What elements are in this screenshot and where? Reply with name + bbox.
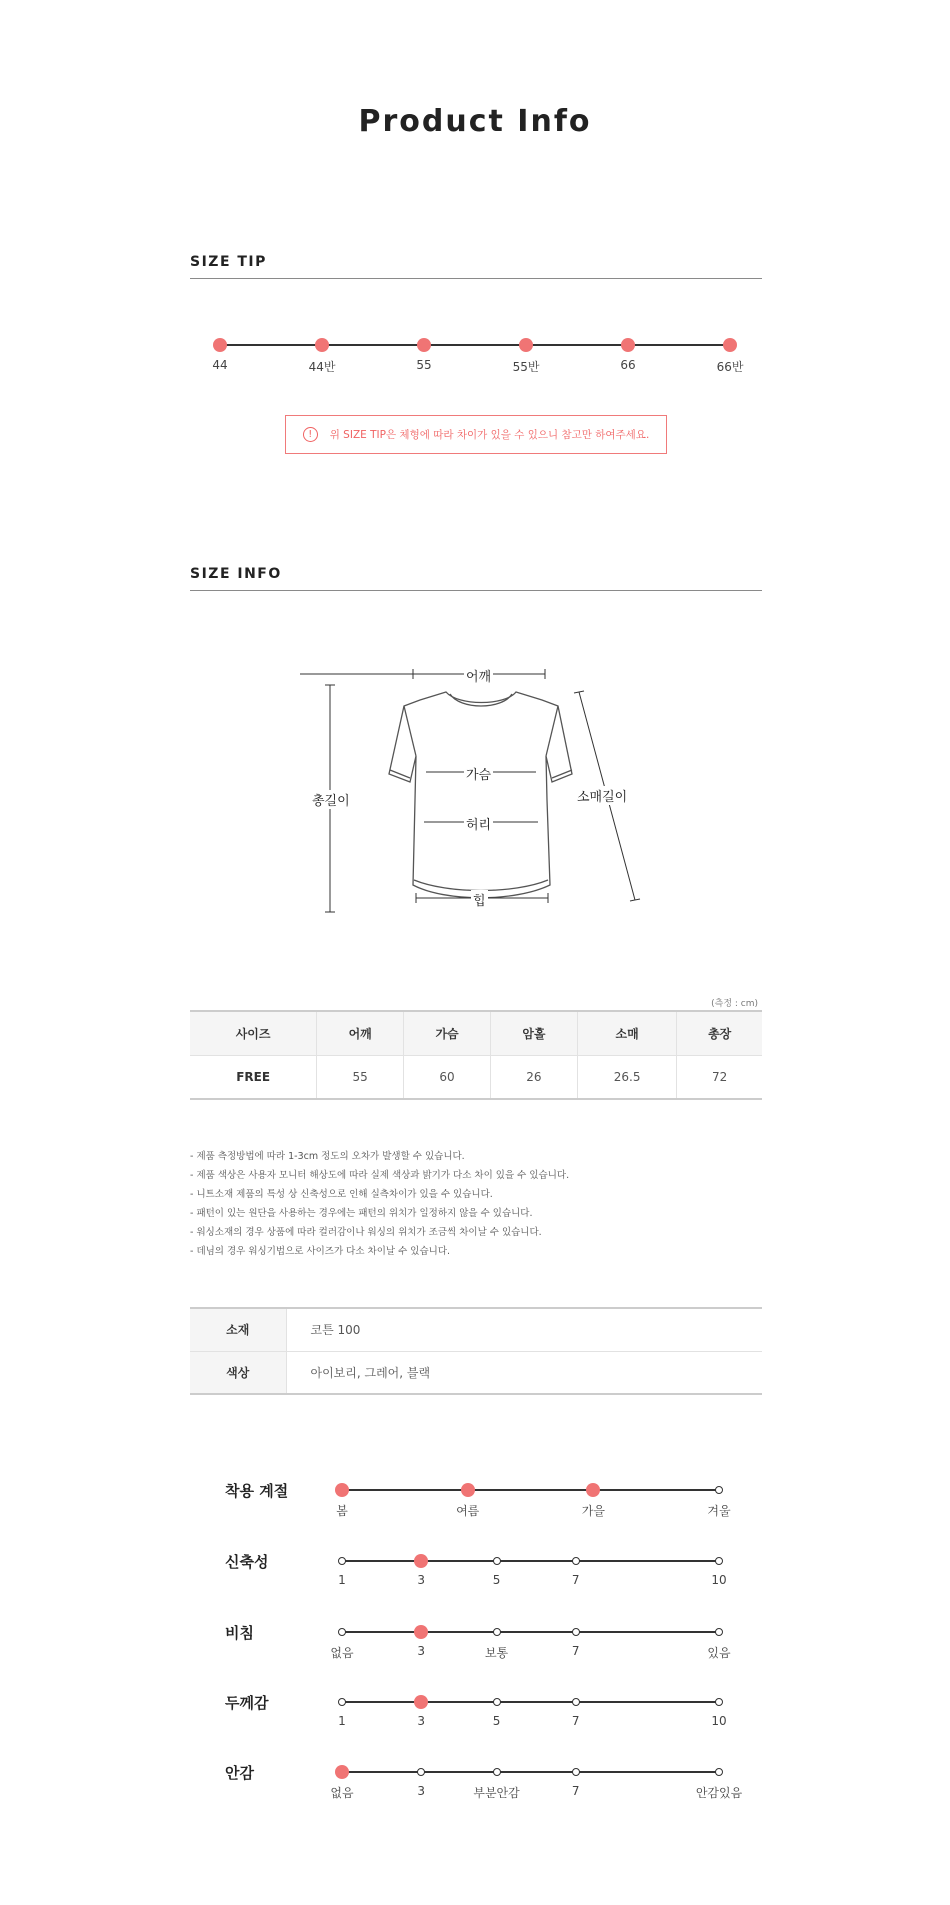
attribute-dot: [715, 1557, 723, 1565]
color-label: 색상: [190, 1351, 286, 1394]
table-cell: FREE: [190, 1055, 317, 1099]
diagram-label-waist: 허리: [464, 814, 493, 833]
attribute-label: 7: [571, 1784, 580, 1798]
attribute-title: 두께감: [225, 1694, 269, 1712]
size-table-header: 가슴: [404, 1011, 491, 1055]
attribute-dot: [417, 1768, 425, 1776]
table-cell: 72: [712, 1069, 728, 1084]
attribute-scale-line: [342, 1771, 719, 1773]
attribute-dot-selected: [335, 1765, 349, 1779]
note-item: - 패턴이 있는 원단을 사용하는 경우에는 패턴의 위치가 일정하지 않을 수 있습니다.: [190, 1208, 533, 1219]
attribute-dot: [493, 1698, 501, 1706]
size-notes: [190, 1147, 762, 1261]
attribute-dot: [572, 1768, 580, 1776]
attribute-label: 1: [338, 1573, 346, 1587]
size-table-header: 소매: [577, 1011, 677, 1055]
attribute-label: 3: [417, 1644, 425, 1658]
attribute-title: 안감: [225, 1764, 254, 1782]
attribute-label: 없음: [330, 1786, 354, 1800]
material-table: [190, 1307, 762, 1395]
size-tip-label: 55: [416, 358, 432, 372]
size-tip-dot: [723, 338, 737, 352]
note-item: - 데님의 경우 워싱기법으로 사이즈가 다소 차이날 수 있습니다.: [190, 1246, 451, 1257]
table-cell: 26.5: [577, 1055, 677, 1099]
attribute-title: 비침: [225, 1624, 254, 1642]
attribute-label: 겨울: [707, 1504, 731, 1518]
attribute-dot-selected: [335, 1483, 349, 1497]
size-tip-label: 66반: [716, 360, 744, 374]
note-item: - 니트소재 제품의 특성 상 신축성으로 인해 실측차이가 있을 수 있습니다.: [190, 1189, 493, 1200]
attribute-label: 있음: [707, 1646, 731, 1660]
attribute-dot: [715, 1628, 723, 1636]
material-label: 소재: [190, 1308, 286, 1351]
attribute-label: 10: [711, 1714, 727, 1728]
table-row: [190, 1308, 762, 1351]
unit-note: (측정 : cm): [711, 999, 758, 1009]
page-title: Product Info: [358, 104, 592, 139]
attribute-label: 가을: [581, 1504, 605, 1518]
attribute-title: 신축성: [225, 1553, 269, 1571]
material-value: 코튼 100: [286, 1308, 762, 1351]
attribute-label: 3: [417, 1784, 425, 1798]
attribute-dot: [338, 1698, 346, 1706]
size-info-heading: SIZE INFO: [190, 566, 762, 591]
size-tip-line: [220, 344, 731, 346]
attribute-label: 10: [711, 1573, 727, 1587]
size-tip-label: 44반: [308, 360, 336, 374]
warning-icon: !: [303, 427, 318, 442]
size-tip-notice-text: 위 SIZE TIP은 체형에 따라 차이가 있을 수 있으니 참고만 하여주세요.: [329, 429, 650, 441]
attribute-dot: [493, 1768, 501, 1776]
attribute-dot: [338, 1628, 346, 1636]
diagram-label-shoulder: 어깨: [464, 666, 493, 685]
size-tip-notice: [285, 415, 667, 454]
diagram-label-sleeve-length: 소매길이: [575, 786, 629, 805]
attribute-dot-selected: [414, 1695, 428, 1709]
attribute-dot: [572, 1628, 580, 1636]
attribute-dot: [493, 1557, 501, 1565]
attribute-dot-selected: [414, 1554, 428, 1568]
attribute-label: 7: [571, 1714, 580, 1728]
diagram-label-chest: 가슴: [464, 764, 493, 783]
attribute-dot-selected: [414, 1625, 428, 1639]
attribute-dot: [338, 1557, 346, 1565]
table-cell: 26: [490, 1055, 577, 1099]
attribute-title: 착용 계절: [225, 1482, 289, 1500]
diagram-label-hip: 힙: [471, 890, 488, 909]
size-tip-dot: [621, 338, 635, 352]
size-tip-dot: [519, 338, 533, 352]
attribute-dot: [715, 1768, 723, 1776]
attribute-label: 7: [571, 1644, 580, 1658]
note-item: - 워싱소재의 경우 상품에 따라 컬러감이나 워싱의 위치가 조금씩 차이날 수 있습니다.: [190, 1227, 542, 1238]
attribute-dot: [715, 1486, 723, 1494]
attribute-label: 보통: [484, 1646, 509, 1660]
table-row: [190, 1351, 762, 1394]
table-cell: 55: [317, 1055, 404, 1099]
attribute-label: 없음: [330, 1646, 354, 1660]
color-value: 아이보리, 그레어, 블랙: [310, 1365, 431, 1380]
attribute-dot: [572, 1698, 580, 1706]
note-item: - 제품 색상은 사용자 모니터 해상도에 따라 실제 색상과 밝기가 다소 차이 있을 수 있습니다.: [190, 1170, 570, 1181]
attribute-label: 봄: [336, 1504, 348, 1518]
attribute-label: 안감있음: [695, 1786, 743, 1800]
attribute-label: 5: [492, 1573, 501, 1587]
attribute-label: 7: [571, 1573, 580, 1587]
diagram-label-total-length: 총길이: [310, 790, 352, 809]
size-table-header: 총장: [677, 1011, 762, 1055]
size-diagram: [300, 660, 660, 930]
size-table-header: 어깨: [317, 1011, 404, 1055]
attribute-label: 부분안감: [473, 1786, 520, 1800]
size-table-header: 암홀: [490, 1011, 577, 1055]
table-cell: 60: [404, 1055, 491, 1099]
attribute-label: 3: [417, 1573, 425, 1587]
size-tip-heading: SIZE TIP: [190, 254, 762, 279]
attribute-dot: [715, 1698, 723, 1706]
size-tip-dot: [315, 338, 329, 352]
attribute-scale-line: [342, 1560, 719, 1562]
table-row: [190, 1055, 762, 1099]
size-tip-dot: [213, 338, 227, 352]
size-tip-label: 44: [212, 358, 228, 372]
attribute-scale-line: [342, 1631, 719, 1633]
size-tip-label: 66: [620, 358, 636, 372]
attribute-dot: [493, 1628, 501, 1636]
attribute-scale-line: [342, 1489, 719, 1491]
attribute-dot-selected: [586, 1483, 600, 1497]
size-table-header: 사이즈: [190, 1011, 317, 1055]
attribute-dot: [572, 1557, 580, 1565]
size-tip-dot: [417, 338, 431, 352]
size-tip-label: 55반: [512, 360, 540, 374]
attribute-label: 여름: [456, 1504, 480, 1518]
attribute-label: 3: [417, 1714, 425, 1728]
size-table-header-row: [190, 1011, 762, 1055]
note-item: - 제품 측정방법에 따라 1-3cm 정도의 오차가 발생할 수 있습니다.: [190, 1151, 465, 1162]
attribute-label: 5: [492, 1714, 501, 1728]
size-table: [190, 1010, 762, 1100]
attribute-label: 1: [338, 1714, 346, 1728]
attribute-dot-selected: [461, 1483, 475, 1497]
attribute-scale-line: [342, 1701, 719, 1703]
